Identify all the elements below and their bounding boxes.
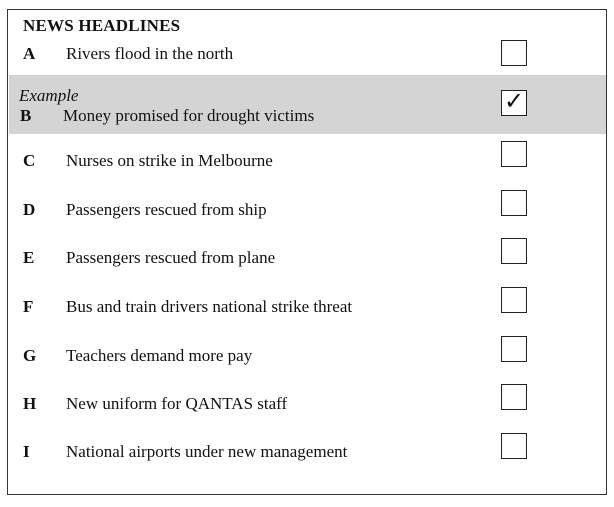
headline-text: Teachers demand more pay [66,346,253,365]
row-letter: E [23,248,35,267]
headline-row-c [9,141,606,181]
row-letter: C [23,151,36,170]
headline-row-f [9,287,606,327]
headline-row-g [9,336,606,376]
row-letter: I [23,442,30,461]
headline-row-b-example [9,75,606,134]
headline-checkbox-i[interactable] [501,433,527,459]
headline-checkbox-e[interactable] [501,238,527,264]
headline-row-h [9,384,606,424]
headline-row-i [9,433,606,473]
headline-checkbox-g[interactable] [501,336,527,362]
checkmark-icon: ✓ [504,87,525,115]
headline-text: New uniform for QANTAS staff [66,394,288,413]
headline-text: Money promised for drought victims [63,106,315,125]
headline-text: Rivers flood in the north [66,44,234,63]
headline-text: National airports under new management [66,442,348,461]
headline-text: Passengers rescued from ship [66,200,267,219]
headline-text: Bus and train drivers national strike threat [66,297,353,316]
example-label: Example [19,86,79,105]
headline-checkbox-a[interactable] [501,40,527,66]
row-letter: D [23,200,36,219]
headlines-heading: NEWS HEADLINES [23,16,181,35]
headline-row-d [9,190,606,230]
row-letter: A [23,44,36,63]
headline-row-e [9,238,606,278]
headline-checkbox-h[interactable] [501,384,527,410]
headline-checkbox-b[interactable] [501,87,527,116]
row-letter: G [23,346,37,365]
row-letter: B [20,106,32,125]
headline-checkbox-d[interactable] [501,190,527,216]
headline-checkbox-f[interactable] [501,287,527,313]
headline-text: Nurses on strike in Melbourne [66,151,273,170]
headline-text: Passengers rescued from plane [66,248,276,267]
row-letter: H [23,394,37,413]
headline-checkbox-c[interactable] [501,141,527,167]
headline-row-a [9,36,606,76]
row-letter: F [23,297,34,316]
